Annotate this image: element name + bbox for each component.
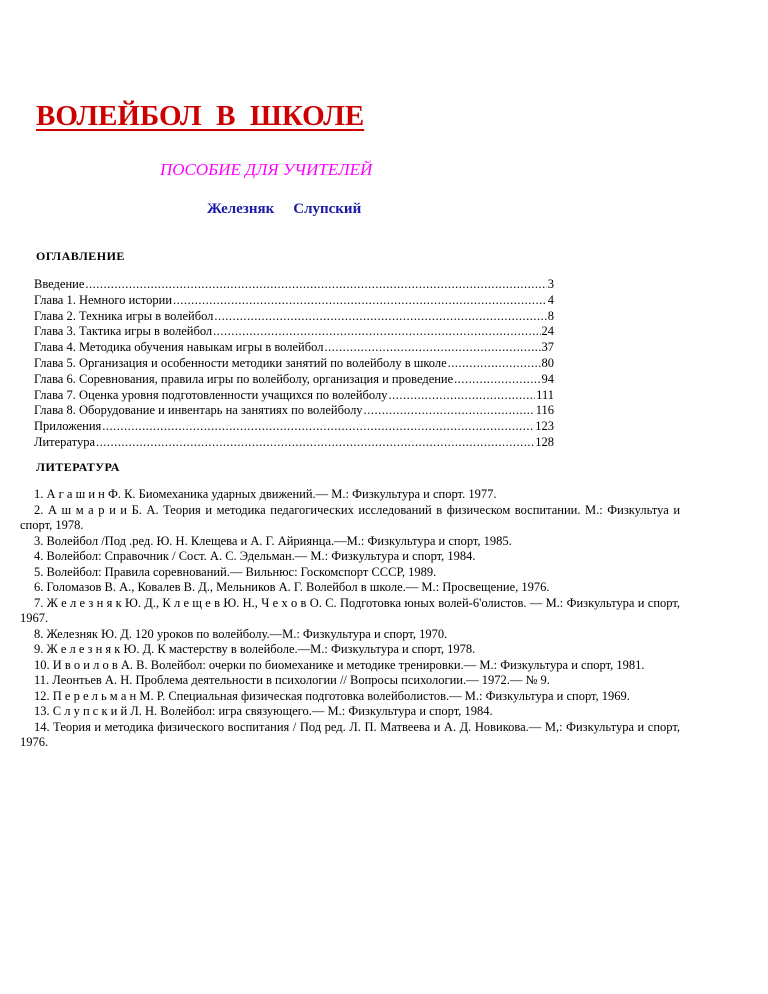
document-title: ВОЛЕЙБОЛ В ШКОЛЕ — [36, 100, 365, 132]
literature-item-text: Л. Н. Волейбол: игра связующего.— М.: Физкультура и спорт, 1984. — [127, 704, 493, 718]
literature-item-text: Теория и методика физического воспитания / Под ред. Л. П. Матвеева и А. Д. Новикова.— М,: Физкультура и спорт, 1976. — [20, 719, 680, 749]
toc-entry-label: Глава 4. Методика обучения навыкам игры в волейбол — [34, 340, 324, 355]
literature-item-author: А ш м а р и и — [47, 502, 128, 517]
document-subtitle: ПОСОБИЕ ДЛЯ УЧИТЕЛЕЙ — [160, 160, 373, 179]
toc-entry[interactable] — [34, 293, 554, 309]
literature-item-text: М. Р. Специальная физическая подготовка волейболистов.— М.: Физкультура и спорт, 1969. — [136, 688, 630, 703]
toc-entry-page: 111 — [536, 387, 554, 402]
toc-dot-leader — [448, 356, 541, 372]
toc-entry-page: 24 — [541, 324, 554, 339]
literature-item-number: 10. — [34, 657, 50, 672]
literature-item-number: 3. — [34, 533, 44, 548]
literature-item — [20, 720, 680, 751]
literature-item — [20, 549, 680, 565]
literature-item-number: 8. — [34, 626, 44, 641]
toc-dot-leader — [324, 340, 540, 356]
literature-item — [20, 689, 680, 705]
literature-item-text: Волейбол: Правила соревнований.— Вильнюс: Госкомспорт СССР, 1989. — [46, 564, 437, 579]
toc-entry[interactable] — [34, 372, 554, 388]
toc-entry-label: Глава 5. Организация и особенности методики занятий по волейболу в школе — [34, 355, 447, 370]
toc-entry-page: 8 — [547, 308, 554, 323]
literature-item-text: Голомазов В. А., Ковалев В. Д., Мельников А. Г. Волейбол в школе.— М.: Просвещение, 1976. — [46, 580, 550, 594]
literature-item-number: 2. — [34, 502, 44, 517]
literature-item-number: 9. — [34, 642, 44, 656]
toc-dot-leader — [173, 293, 547, 309]
toc-entry-label: Введение — [34, 277, 85, 291]
toc-entry[interactable] — [34, 435, 554, 451]
toc-entry[interactable] — [34, 419, 554, 435]
literature-item — [20, 627, 680, 643]
literature-item-text: Леонтьев А. Н. Проблема деятельности в психологии // Вопросы психологии.— 1972.— № 9. — [52, 673, 550, 687]
literature-heading: ЛИТЕРАТУРА — [36, 460, 120, 474]
toc-heading: ОГЛАВЛЕНИЕ — [36, 249, 125, 263]
toc-entry[interactable] — [34, 356, 554, 372]
literature-item-text: Железняк Ю. Д. 120 уроков по волейболу.—М.: Физкультура и спорт, 1970. — [46, 626, 448, 641]
toc-entry-label: Глава 8. Оборудование и инвентарь на занятиях по волейболу — [34, 403, 363, 418]
toc-entry[interactable] — [34, 324, 554, 340]
toc-entry-label: Глава 6. Соревнования, правила игры по волейболу, организация и проведение — [34, 371, 454, 386]
toc-dot-leader — [454, 372, 540, 388]
toc-entry-label: Глава 7. Оценка уровня подготовленности учащихся по волейболу — [34, 387, 388, 402]
literature-item-author: И в о и л о в — [52, 657, 118, 672]
literature-item-text: Волейбол: Справочник / Сост. А. С. Эдельман.— М.: Физкультура и спорт, 1984. — [46, 549, 476, 563]
author-name: Слупский — [293, 201, 362, 217]
literature-list — [20, 487, 680, 751]
toc-entry-label: Приложения — [34, 419, 102, 434]
toc-entry-label: Глава 1. Немного истории — [34, 292, 173, 307]
toc-entry-page: 80 — [541, 355, 554, 370]
literature-item-text: Б. А. Теория и методика педагогических исследований в физическом воспитании. М.: Физкультуа и спорт, 1978. — [20, 502, 681, 532]
toc-entry-label: Литература — [34, 434, 95, 449]
toc-entry[interactable] — [34, 403, 554, 419]
toc-dot-leader — [102, 419, 534, 435]
literature-item-number: 13. — [34, 704, 50, 718]
toc-entry[interactable] — [34, 340, 554, 356]
toc-dot-leader — [214, 309, 546, 325]
toc-entry-page: 4 — [547, 292, 554, 307]
literature-item-text: Ф. К. Биомеханика ударных движений.— М.: Физкультура и спорт. 1977. — [104, 487, 497, 501]
literature-item — [20, 642, 680, 658]
literature-item-number: 4. — [34, 549, 44, 563]
literature-item-number: 1. — [34, 487, 44, 501]
toc-entry-label: Глава 3. Тактика игры в волейбол — [34, 324, 213, 339]
toc-entry-page: 116 — [535, 403, 554, 418]
toc-dot-leader — [364, 403, 535, 419]
toc-entry[interactable] — [34, 388, 554, 404]
literature-item — [20, 503, 680, 534]
authors — [192, 184, 361, 235]
literature-item-author: А г а ш и н — [46, 487, 105, 501]
literature-item-author: Ж е л е з н я к — [46, 642, 121, 656]
toc-entry[interactable] — [34, 309, 554, 325]
literature-item — [20, 673, 680, 689]
toc-entry-page: 3 — [547, 277, 554, 291]
toc-entry-label: Глава 2. Техника игры в волейбол — [34, 308, 214, 323]
literature-item-text: Ю. Д. К мастерству в волейболе.—М.: Физкультура и спорт, 1978. — [120, 642, 476, 656]
literature-item — [20, 596, 680, 627]
toc-entry-page: 123 — [535, 419, 554, 434]
literature-item — [20, 658, 680, 674]
literature-item — [20, 580, 680, 596]
literature-item — [20, 487, 680, 503]
literature-item-number: 5. — [34, 564, 44, 579]
toc-dot-leader — [213, 324, 540, 340]
toc-dot-leader — [388, 388, 535, 404]
toc-entry-page: 37 — [541, 340, 554, 355]
author-name: Железняк — [207, 201, 275, 217]
literature-item-number: 12. — [34, 688, 50, 703]
literature-item-author: Ж е л е з н я к — [46, 595, 122, 610]
toc-entry-page: 128 — [535, 434, 554, 449]
literature-item-number: 11. — [34, 673, 50, 687]
toc-entry[interactable] — [34, 277, 554, 293]
toc-entry-page: 94 — [541, 371, 554, 386]
literature-item-number: 7. — [34, 595, 44, 610]
literature-item-number: 6. — [34, 580, 44, 594]
toc-dot-leader — [96, 435, 534, 451]
literature-item — [20, 704, 680, 720]
literature-item-number: 14. — [34, 719, 50, 734]
toc-dot-leader — [85, 277, 546, 293]
table-of-contents — [34, 277, 554, 451]
literature-item — [20, 534, 680, 550]
literature-item-text: А. В. Волейбол: очерки по биомеханике и методике тренировки.— М.: Физкультура и спорт, 1981. — [117, 657, 645, 672]
literature-item-author: С л у п с к и й — [52, 704, 128, 718]
literature-item-text: Ю. Д., К л е щ е в Ю. Н., Ч е х о в О. С. Подготовка юных волей-6'олистов. — М.: Физкультура и спорт, 1967. — [20, 595, 680, 625]
literature-item-text: Волейбол /Под .ред. Ю. Н. Клещева и А. Г. Айриянца.—М.: Физкультура и спорт, 1985. — [46, 533, 512, 548]
literature-item-author: П е р е л ь м а н — [52, 688, 137, 703]
literature-item — [20, 565, 680, 581]
